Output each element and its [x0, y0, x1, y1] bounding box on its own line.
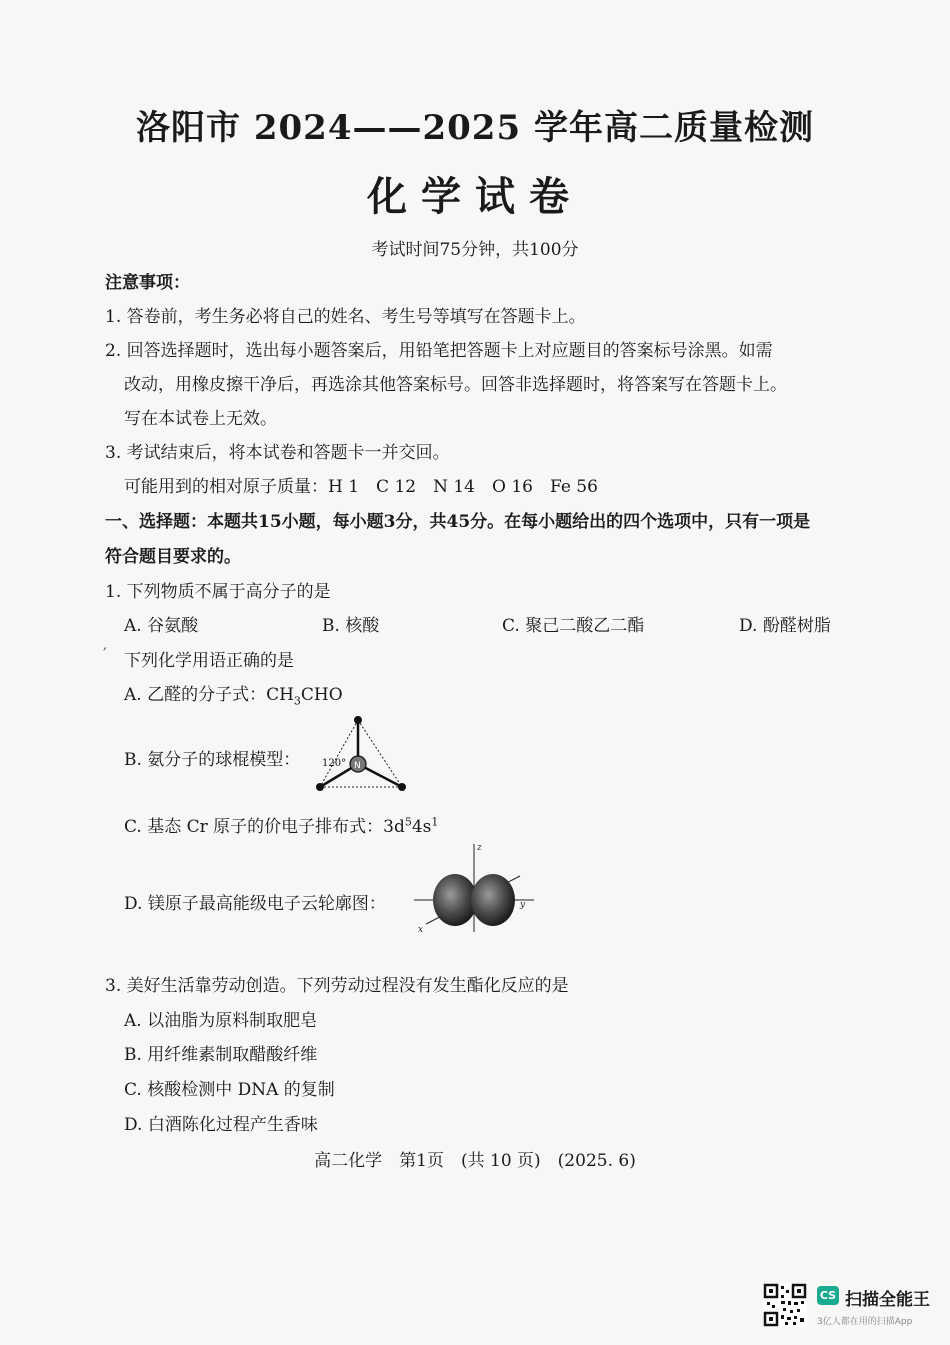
q2-option-a: A. 乙醛的分子式：$CH_3CHO$ [124, 685, 343, 708]
q1-option-d: D. 酚醛树脂 [739, 616, 831, 636]
notice-heading: 注意事项： [105, 273, 190, 293]
q3-option-b: B. 用纤维素制取醋酸纤维 [124, 1045, 318, 1065]
p-orbital-electron-cloud [412, 840, 537, 935]
camscanner-name: 扫描全能王 [845, 1290, 930, 1310]
ammonia-n-atom-label: N [354, 761, 361, 771]
subject-title: 化学试卷 [367, 173, 583, 220]
exam-info: 考试时间75分钟，共100分 [371, 240, 579, 260]
notice-item-2-line-2: 改动，用橡皮擦干净后，再选涂其他答案标号。回答非选择题时，将答案写在答题卡上。 [124, 375, 787, 395]
q2-option-b: B. 氨分子的球棍模型： [124, 750, 301, 770]
axis-y-label: y [520, 900, 526, 910]
notice-item-2-line-3: 写在本试卷上无效。 [124, 409, 277, 429]
q2-option-c: C. 基态 Cr 原子的价电子排布式：$3d^54s^1$ [124, 815, 439, 837]
q1-stem: 1. 下列物质不属于高分子的是 [105, 582, 331, 602]
q3-option-c: C. 核酸检测中 DNA 的复制 [124, 1080, 335, 1100]
q2-stem: 下列化学用语正确的是 [124, 651, 294, 671]
section-heading-line-1: 一、选择题：本题共15小题，每小题3分，共45分。在每小题给出的四个选项中，只有一项是 [105, 512, 811, 532]
section-heading-line-2: 符合题目要求的。 [105, 547, 241, 567]
q1-option-a: A. 谷氨酸 [124, 616, 199, 636]
ammonia-ball-stick-model [310, 712, 410, 797]
notice-item-2-line-1: 2. 回答选择题时，选出每小题答案后，用铅笔把答题卡上对应题目的答案标号涂黑。如需 [105, 341, 773, 361]
q3-option-a: A. 以油脂为原料制取肥皂 [124, 1011, 318, 1031]
camscanner-tagline: 3亿人都在用的扫描App [817, 1317, 913, 1327]
axis-x-label: x [418, 925, 424, 935]
q2-mark: ′ [103, 645, 107, 665]
q2-option-d: D. 镁原子最高能级电子云轮廓图： [124, 894, 386, 914]
ammonia-angle-label: 120° [322, 758, 347, 769]
q1-option-b: B. 核酸 [322, 616, 380, 636]
axis-z-label: z [477, 843, 482, 853]
qr-code-icon [763, 1283, 807, 1327]
q3-option-d: D. 白酒陈化过程产生香味 [124, 1115, 318, 1135]
notice-item-3: 3. 考试结束后，将本试卷和答题卡一并交回。 [105, 443, 450, 463]
page-footer: 高二化学 第1页 (共 10 页) (2025. 6) [314, 1151, 636, 1171]
exam-title: 洛阳市 2024——2025 学年高二质量检测 [136, 108, 814, 148]
atomic-mass-note: 可能用到的相对原子质量：H 1 C 12 N 14 O 16 Fe 56 [124, 477, 598, 497]
q3-stem: 3. 美好生活靠劳动创造。下列劳动过程没有发生酯化反应的是 [105, 976, 569, 996]
q1-option-c: C. 聚己二酸乙二酯 [502, 616, 645, 636]
camscanner-logo: CS [817, 1286, 839, 1305]
notice-item-1: 1. 答卷前，考生务必将自己的姓名、考生号等填写在答题卡上。 [105, 307, 586, 327]
